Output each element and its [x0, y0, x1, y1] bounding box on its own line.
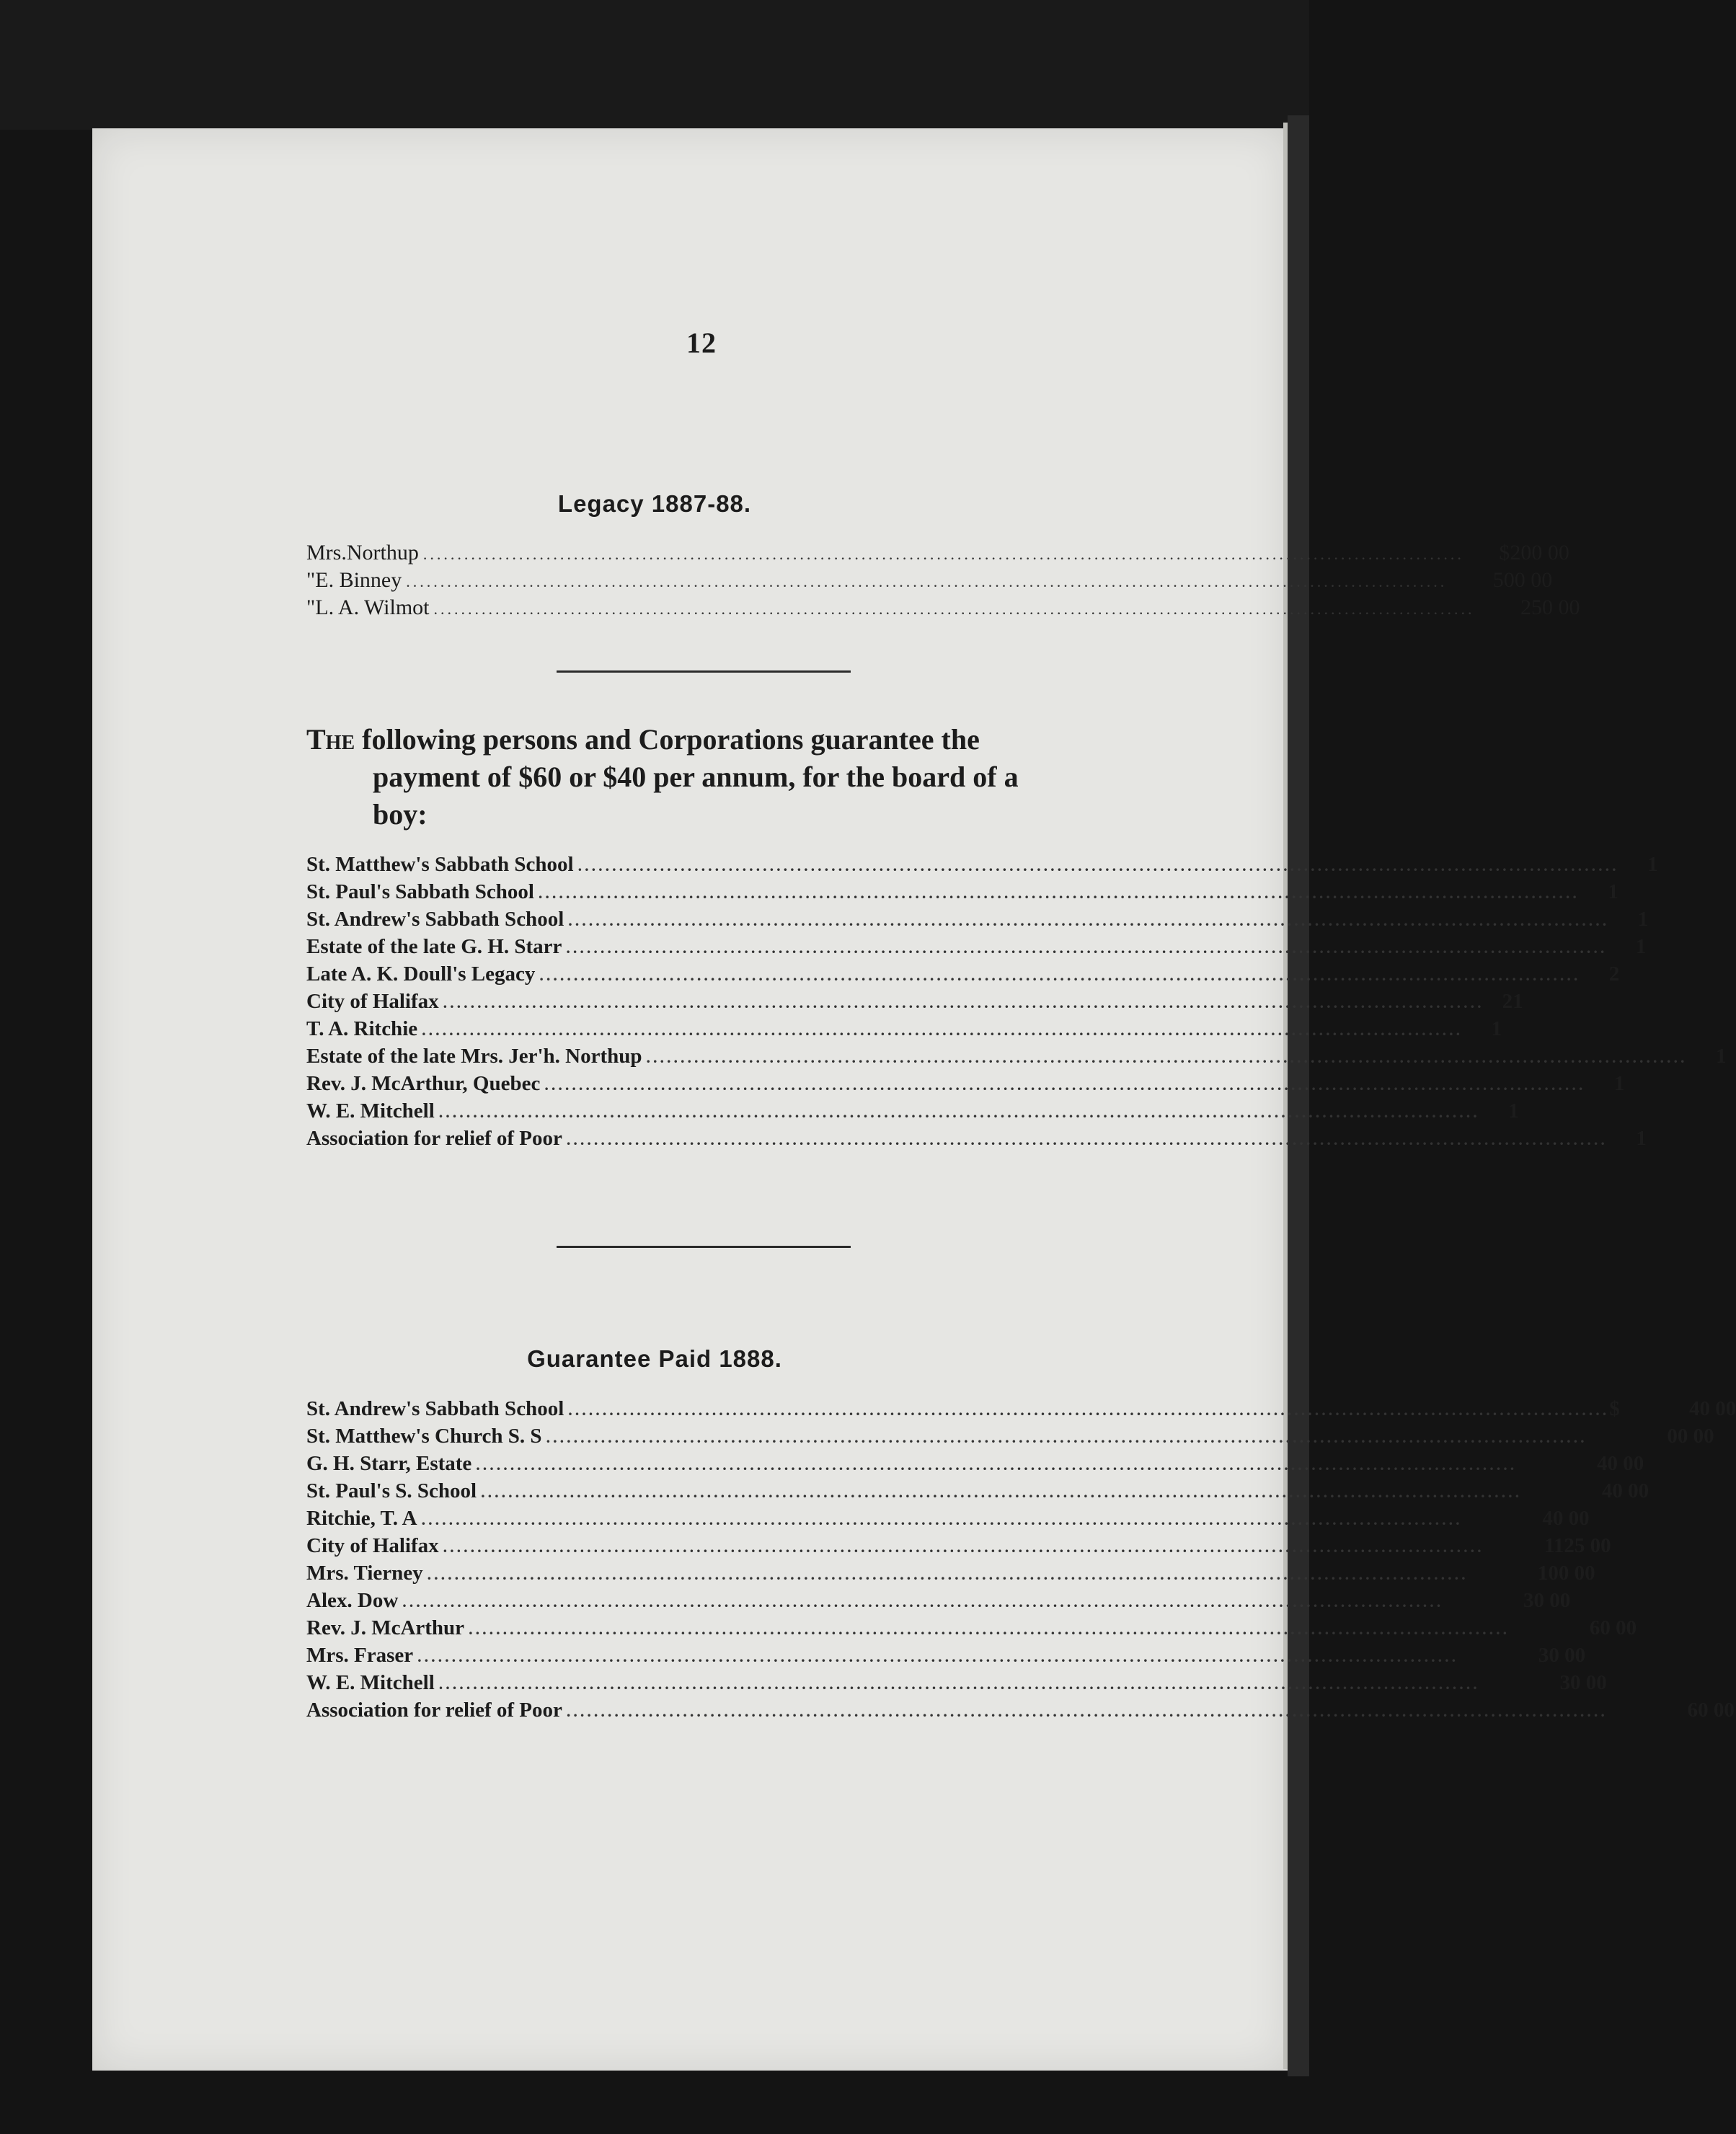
guarantee-row-count: 1 — [1636, 1127, 1647, 1150]
guarantee-intro — [306, 721, 1117, 833]
legacy-row — [306, 539, 1569, 567]
leader-dots: ........................................................................................................................................................ — [433, 600, 1475, 618]
legacy-row-prefix: Mrs. — [306, 541, 347, 565]
leader-dots: ........................................................................................................................................................ — [544, 1076, 1586, 1094]
legacy-row-amount: 250 00 — [1520, 596, 1580, 619]
leader-dots: ........................................................................................................................................................ — [422, 545, 1464, 563]
paid-row-amount: 30 00 — [1523, 1589, 1571, 1612]
guarantee-row-name: Estate of the late G. H. Starr — [306, 935, 562, 958]
paid-row — [306, 1422, 1714, 1450]
leader-dots: ........................................................................................................................................................ — [438, 1103, 1480, 1121]
paid-row — [306, 1587, 1571, 1614]
guarantee-row — [306, 988, 1523, 1015]
leader-dots: ........................................................................................................................................................ — [421, 1510, 1463, 1528]
leader-dots: ........................................................................................................................................................ — [443, 1538, 1484, 1556]
leader-dots: ........................................................................................................................................................ — [406, 572, 1448, 590]
paid-row-name: St. Matthew's Church S. S — [306, 1425, 542, 1448]
leader-dots: ........................................................................................................................................................ — [568, 911, 1610, 929]
guarantee-row — [306, 1042, 1727, 1070]
guarantee-row-name: T. A. Ritchie — [306, 1017, 418, 1040]
guarantee-row-count: 21 — [1502, 990, 1523, 1013]
guarantee-row — [306, 960, 1620, 988]
paid-row-name: Alex. Dow — [306, 1589, 399, 1612]
guarantee-intro-line2: payment of $60 or $40 per annum, for the board of a — [373, 761, 1019, 793]
legacy-row-name: E. Binney — [315, 568, 402, 592]
paid-row-dollar: $ — [1609, 1397, 1620, 1420]
paid-row-amount: 1125 00 — [1544, 1534, 1611, 1557]
legacy-row-prefix: " — [306, 568, 316, 592]
leader-dots: ........................................................................................................................................................ — [417, 1647, 1459, 1665]
guarantee-row-count: 2 — [1608, 962, 1620, 986]
guarantee-row-name: Estate of the late Mrs. Jer'h. Northup — [306, 1045, 642, 1068]
guarantee-row — [306, 878, 1618, 906]
guarantee-row-count: 1 — [1608, 880, 1618, 903]
guarantee-intro-text: following persons and Corporations guarantee the — [362, 723, 980, 756]
paid-row — [306, 1614, 1637, 1642]
legacy-row — [306, 567, 1553, 594]
paid-row-name: St. Andrew's Sabbath School — [306, 1397, 564, 1420]
paid-row-name: City of Halifax — [306, 1534, 439, 1557]
legacy-row-amount: 500 00 — [1492, 568, 1553, 592]
guarantee-row-count: 1 — [1716, 1045, 1727, 1068]
leader-dots: ........................................................................................................................................................ — [538, 884, 1580, 902]
guarantee-row — [306, 1070, 1625, 1097]
guarantee-intro-line3: boy: — [373, 798, 428, 831]
guarantee-row — [306, 933, 1647, 960]
guarantee-row-name: St. Andrew's Sabbath School — [306, 908, 564, 931]
paid-row-name: St. Paul's S. School — [306, 1479, 477, 1502]
leader-dots: ........................................................................................................................................................ — [566, 1130, 1608, 1148]
leader-dots: ........................................................................................................................................................ — [422, 1021, 1463, 1039]
legacy-row-amount: $200 00 — [1499, 541, 1569, 565]
leader-dots: ........................................................................................................................................................ — [566, 1702, 1608, 1720]
paid-row — [306, 1477, 1649, 1505]
paid-row-amount: 100 00 — [1537, 1562, 1595, 1585]
leader-dots: ........................................................................................................................................................ — [469, 1620, 1510, 1638]
paid-row — [306, 1559, 1595, 1587]
leader-dots: ........................................................................................................................................................ — [546, 1428, 1587, 1446]
guarantee-list — [306, 851, 1727, 1152]
legacy-row — [306, 594, 1580, 621]
guarantee-row — [306, 906, 1649, 933]
paid-row-name: W. E. Mitchell — [306, 1671, 435, 1694]
guarantee-row-name: W. E. Mitchell — [306, 1099, 435, 1123]
leader-dots: ........................................................................................................................................................ — [646, 1048, 1688, 1066]
guarantee-row-name: St. Paul's Sabbath School — [306, 880, 534, 903]
paid-row-name: Association for relief of Poor — [306, 1699, 562, 1722]
leader-dots: ........................................................................................................................................................ — [443, 993, 1484, 1011]
legacy-row-name: L. A. Wilmot — [315, 596, 430, 619]
paid-list — [306, 1395, 1736, 1724]
guarantee-row — [306, 1097, 1519, 1125]
legacy-row-name: Northup — [346, 541, 419, 565]
leader-dots: ........................................................................................................................................................ — [402, 1593, 1444, 1611]
page-number: 12 — [686, 327, 717, 359]
paid-row-name: Ritchie, T. A — [306, 1507, 417, 1530]
paid-row-amount: 40 00 — [1542, 1507, 1590, 1530]
leader-dots: ........................................................................................................................................................ — [476, 1456, 1518, 1474]
legacy-row-prefix: " — [306, 596, 316, 619]
paid-row-amount: 30 00 — [1538, 1644, 1586, 1667]
leader-dots: ........................................................................................................................................................ — [577, 856, 1619, 875]
paid-row — [306, 1450, 1644, 1477]
leader-dots: ........................................................................................................................................................ — [566, 939, 1608, 957]
scan-background — [0, 0, 1309, 130]
guarantee-row-name: Late A. K. Doull's Legacy — [306, 962, 536, 986]
guarantee-row-name: Rev. J. McArthur, Quebec — [306, 1072, 541, 1095]
legacy-list — [306, 539, 1580, 621]
guarantee-row-count: 1 — [1635, 935, 1647, 958]
paid-row-amount: 40 00 — [1601, 1479, 1649, 1502]
paid-row-name: Mrs. Fraser — [306, 1644, 414, 1667]
paid-row — [306, 1395, 1736, 1422]
guarantee-row — [306, 851, 1658, 878]
paid-row-amount: 60 00 — [1687, 1699, 1735, 1722]
leader-dots: ........................................................................................................................................................ — [438, 1675, 1480, 1693]
leader-dots: ........................................................................................................................................................ — [427, 1565, 1469, 1583]
section-divider — [557, 670, 851, 673]
paid-row-amount: 00 00 — [1667, 1425, 1714, 1448]
paid-heading: Guarantee Paid 1888. — [527, 1345, 782, 1372]
paid-row — [306, 1505, 1590, 1532]
guarantee-row-count: 1 — [1647, 853, 1658, 876]
guarantee-row — [306, 1125, 1647, 1152]
guarantee-row-count: 1 — [1637, 908, 1649, 931]
paid-row-name: G. H. Starr, Estate — [306, 1452, 472, 1475]
guarantee-row-name: Association for relief of Poor — [306, 1127, 562, 1150]
guarantee-row-name: St. Matthew's Sabbath School — [306, 853, 574, 876]
paid-row — [306, 1669, 1607, 1696]
guarantee-row-name: City of Halifax — [306, 990, 439, 1013]
paid-row-amount: 30 00 — [1559, 1671, 1607, 1694]
leader-dots: ........................................................................................................................................................ — [481, 1483, 1523, 1501]
paid-row-amount: 40 00 — [1689, 1397, 1736, 1420]
paid-row — [306, 1696, 1735, 1724]
paid-row-amount: 60 00 — [1589, 1616, 1637, 1639]
guarantee-row — [306, 1015, 1502, 1042]
paid-row-name: Rev. J. McArthur — [306, 1616, 465, 1639]
paid-row — [306, 1532, 1611, 1559]
paid-row-name: Mrs. Tierney — [306, 1562, 423, 1585]
leader-dots: ........................................................................................................................................................ — [568, 1401, 1610, 1419]
paid-row — [306, 1642, 1586, 1669]
guarantee-intro-lead: The — [306, 723, 355, 756]
paid-row-amount: 40 00 — [1597, 1452, 1644, 1475]
guarantee-row-count: 1 — [1613, 1072, 1625, 1095]
guarantee-row-count: 1 — [1491, 1017, 1502, 1040]
section-divider — [557, 1246, 851, 1248]
guarantee-row-count: 1 — [1508, 1099, 1519, 1123]
legacy-heading: Legacy 1887-88. — [557, 490, 752, 517]
leader-dots: ........................................................................................................................................................ — [539, 966, 1581, 984]
